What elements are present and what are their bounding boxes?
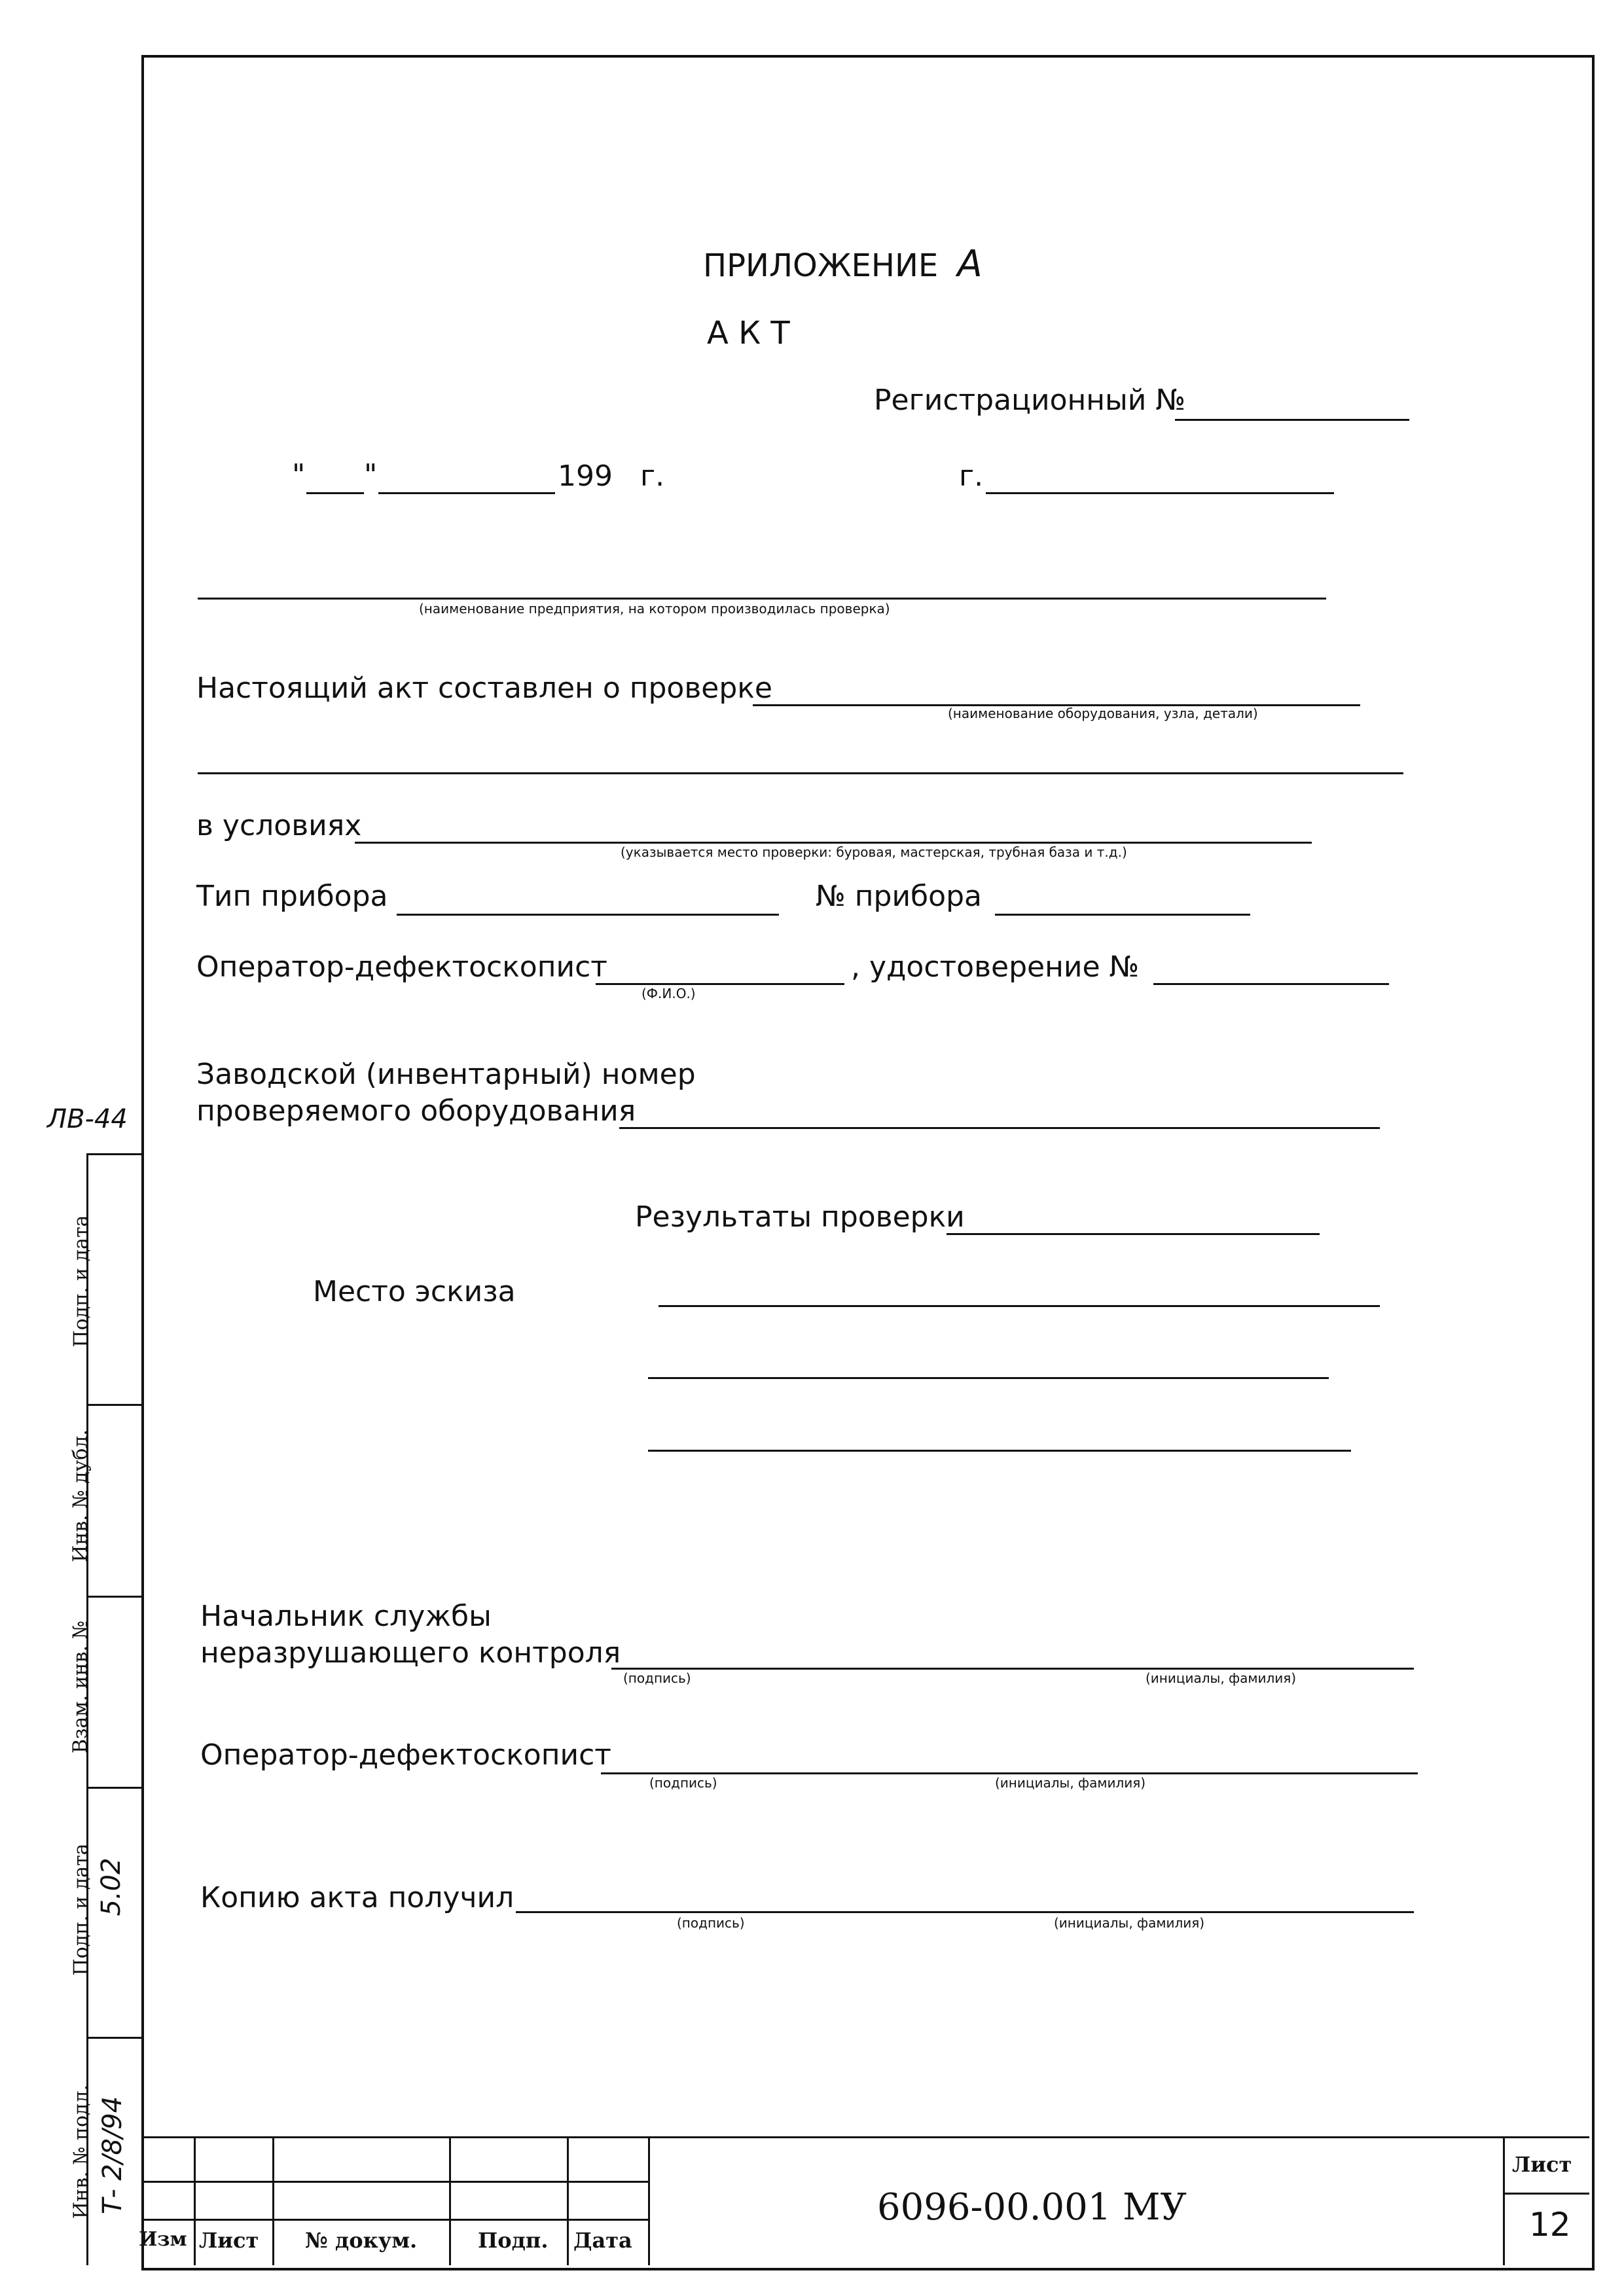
side-stamp-sep-1 bbox=[86, 1153, 141, 1155]
title-block-col-4 bbox=[567, 2136, 569, 2265]
date-day-field[interactable] bbox=[306, 492, 364, 494]
enterprise-hint: (наименование предприятия, на котором производилась проверка) bbox=[419, 601, 890, 617]
col-izm-label: Изм bbox=[139, 2228, 187, 2251]
operator-label: Оператор-дефектоскопист bbox=[196, 950, 607, 984]
results-field-1[interactable] bbox=[947, 1233, 1320, 1235]
title-block-col-3 bbox=[449, 2136, 451, 2265]
results-field-4[interactable] bbox=[648, 1450, 1351, 1452]
side-stamp-sep-4 bbox=[86, 1787, 141, 1789]
date-month-field[interactable] bbox=[378, 492, 555, 494]
results-field-2[interactable] bbox=[659, 1305, 1380, 1307]
operator-sign-label: Оператор-дефектоскопист bbox=[200, 1738, 611, 1772]
date-year: 199 bbox=[558, 459, 613, 493]
reg-number-field[interactable] bbox=[1175, 419, 1409, 421]
operator-name-hint: (инициалы, фамилия) bbox=[995, 1775, 1146, 1791]
inspection-hint: (наименование оборудования, узла, детали) bbox=[948, 706, 1258, 721]
city-field[interactable] bbox=[986, 492, 1334, 494]
operator-fio-hint: (Ф.И.О.) bbox=[641, 986, 696, 1001]
chief-signature-field[interactable] bbox=[611, 1668, 1414, 1670]
title-block-top bbox=[141, 2136, 1589, 2138]
title-block-col-1 bbox=[194, 2136, 196, 2265]
certificate-label: , удостоверение № bbox=[851, 950, 1140, 984]
side-hand-date: 5.02 bbox=[96, 1857, 126, 1916]
device-number-field[interactable] bbox=[995, 914, 1250, 916]
side-sign-date-label: Подп. и дата bbox=[69, 1215, 93, 1348]
title-block-col-6 bbox=[1503, 2136, 1505, 2265]
chief-label-line1: Начальник службы bbox=[200, 1600, 492, 1633]
document-code: 6096-00.001 МУ bbox=[877, 2186, 1187, 2229]
page-frame bbox=[141, 55, 1595, 2270]
title-block-row-2 bbox=[141, 2219, 648, 2221]
col-doc-label: № докум. bbox=[305, 2228, 418, 2253]
device-type-field[interactable] bbox=[397, 914, 779, 916]
side-vzam-inv-label: Взам. инв. № bbox=[69, 1620, 92, 1754]
certificate-field[interactable] bbox=[1153, 983, 1389, 985]
conditions-field[interactable] bbox=[355, 842, 1312, 844]
operator-fio-field[interactable] bbox=[596, 983, 844, 985]
copy-sign-hint: (подпись) bbox=[677, 1915, 745, 1931]
side-stamp-sep-2 bbox=[86, 1404, 141, 1406]
chief-sign-hint: (подпись) bbox=[623, 1670, 691, 1686]
copy-received-label: Копию акта получил bbox=[200, 1881, 514, 1914]
device-type-label: Тип прибора bbox=[196, 880, 388, 913]
side-stamp-sep-3 bbox=[86, 1596, 141, 1598]
appendix-heading bbox=[703, 243, 983, 285]
serial-field[interactable] bbox=[619, 1127, 1380, 1129]
copy-name-hint: (инициалы, фамилия) bbox=[1054, 1915, 1205, 1931]
sheet-number: 12 bbox=[1529, 2206, 1571, 2244]
serial-label-line2: проверяемого оборудования bbox=[196, 1094, 636, 1128]
side-stamp-sep-5 bbox=[86, 2037, 141, 2039]
sketch-label: Место эскиза bbox=[313, 1275, 516, 1308]
date-quote-close: " bbox=[364, 458, 378, 492]
chief-name-hint: (инициалы, фамилия) bbox=[1146, 1670, 1297, 1686]
side-inv-orig-label: Инв. № подл. bbox=[69, 2084, 93, 2219]
col-date-label: Дата bbox=[573, 2228, 632, 2253]
device-number-label: № прибора bbox=[816, 880, 982, 913]
title-block-col-5 bbox=[648, 2136, 650, 2265]
act-title: А К Т bbox=[707, 315, 790, 351]
chief-label-line2: неразрушающего контроля bbox=[200, 1636, 621, 1670]
appendix-word: ПРИЛОЖЕНИЕ bbox=[703, 247, 939, 284]
title-block-row-1 bbox=[141, 2181, 648, 2183]
enterprise-field[interactable] bbox=[198, 598, 1326, 600]
results-field-3[interactable] bbox=[648, 1377, 1329, 1379]
side-inv-dupl-label: Инв. № дубл. bbox=[69, 1429, 92, 1562]
results-label: Результаты проверки bbox=[635, 1200, 965, 1234]
conditions-label: в условиях bbox=[196, 809, 362, 842]
side-handwritten-top: ЛВ-44 bbox=[47, 1104, 128, 1134]
reg-number-label: Регистрационный № bbox=[874, 384, 1186, 417]
title-block-sheet-sep bbox=[1503, 2193, 1589, 2195]
copy-signature-field[interactable] bbox=[516, 1911, 1414, 1913]
col-list-label: Лист bbox=[199, 2228, 259, 2253]
side-hand-inv: Т- 2/8/94 bbox=[98, 2096, 128, 2215]
serial-label-line1: Заводской (инвентарный) номер bbox=[196, 1058, 696, 1091]
title-block-col-2 bbox=[272, 2136, 274, 2265]
inspection-label: Настоящий акт составлен о проверке bbox=[196, 672, 772, 705]
conditions-hint: (указывается место проверки: буровая, мастерская, трубная база и т.д.) bbox=[621, 844, 1127, 860]
operator-signature-field[interactable] bbox=[601, 1772, 1418, 1774]
side-sign-date2-label: Подп. и дата bbox=[69, 1843, 93, 1976]
city-prefix: г. bbox=[959, 459, 984, 493]
appendix-letter: А bbox=[957, 243, 983, 285]
col-sign-label: Подп. bbox=[478, 2228, 549, 2253]
date-year-suffix: г. bbox=[640, 459, 665, 493]
operator-sign-hint: (подпись) bbox=[649, 1775, 717, 1791]
date-quote-open: " bbox=[292, 458, 306, 492]
inspection-field-continued[interactable] bbox=[198, 772, 1403, 774]
sheet-label: Лист bbox=[1512, 2152, 1572, 2177]
